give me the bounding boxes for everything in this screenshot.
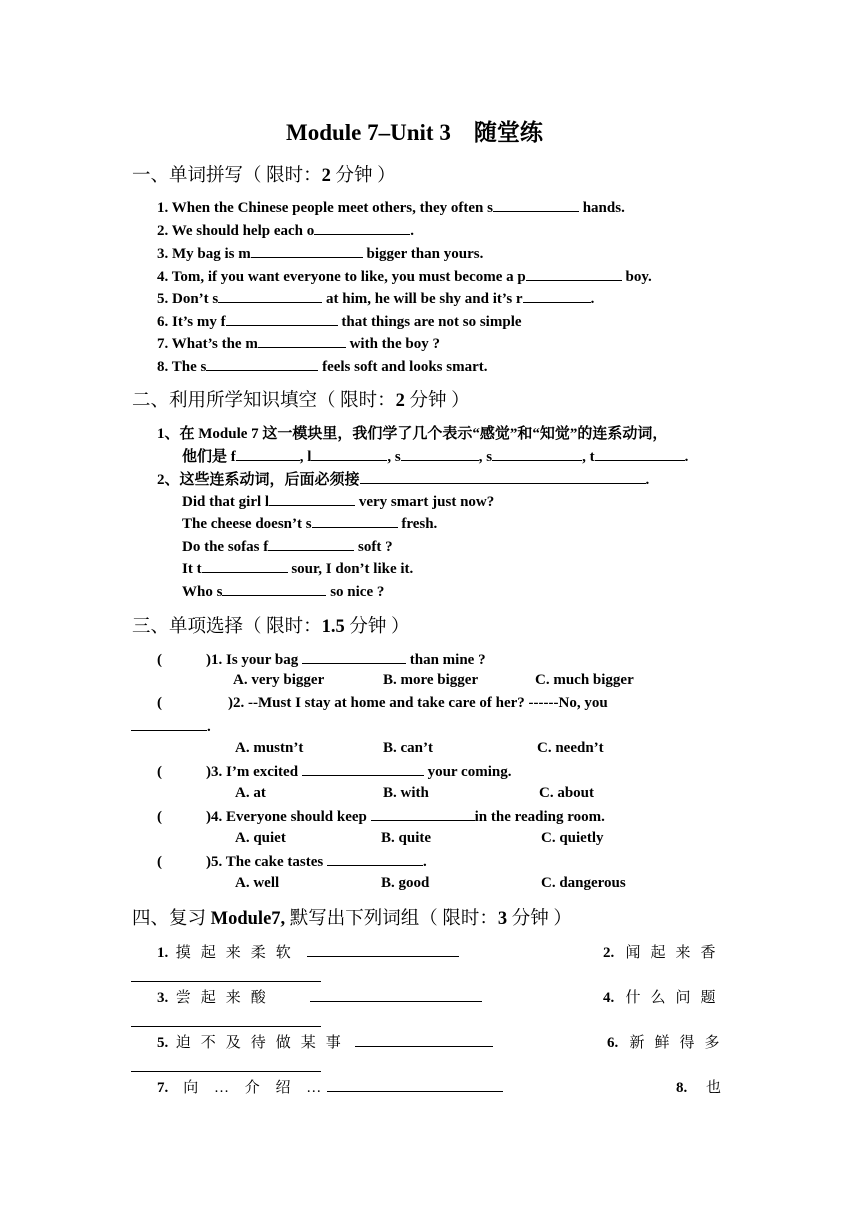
answer-blank[interactable] — [307, 943, 459, 957]
answer-blank[interactable] — [327, 852, 423, 866]
example-text: sour, I don’t like it. — [287, 561, 414, 577]
item-text: that things are not so simple — [337, 314, 522, 330]
spelling-item-6 — [157, 312, 522, 331]
answer-blank[interactable] — [236, 447, 300, 461]
item-text: 5. Don’t s — [157, 291, 219, 307]
time-limit: 1.5 — [321, 617, 345, 637]
spelling-item-3 — [157, 244, 483, 263]
answer-blank[interactable] — [401, 447, 479, 461]
answer-blank[interactable] — [206, 357, 318, 371]
answer-blank[interactable] — [258, 334, 346, 348]
answer-blank[interactable] — [310, 988, 482, 1002]
answer-blank[interactable] — [269, 492, 355, 506]
item-text: 4. Tom, if you want everyone to like, you must become a p — [157, 269, 526, 285]
answer-blank[interactable] — [222, 582, 326, 596]
item-text: bigger than yours. — [362, 246, 484, 262]
option-c[interactable]: C. much bigger — [535, 672, 634, 688]
answer-blank[interactable] — [226, 312, 338, 326]
section-heading-text: 一、单词拼写（ 限时： — [132, 166, 322, 186]
example-line-3 — [182, 537, 393, 556]
answer-blank[interactable] — [302, 762, 424, 776]
item-text: feels soft and looks smart. — [318, 359, 488, 375]
phrase-item-1 — [157, 941, 459, 962]
answer-blank[interactable] — [218, 289, 322, 303]
example-line-2 — [182, 514, 437, 533]
spelling-item-5 — [157, 289, 594, 308]
question-text: 他们是 f — [182, 449, 236, 465]
fill-question-2 — [157, 468, 649, 489]
option-b[interactable]: B. can’t — [383, 740, 433, 756]
item-text: with the boy ? — [345, 336, 441, 352]
item-text: . — [410, 223, 415, 239]
question-text: , t — [582, 449, 595, 465]
option-b[interactable]: B. with — [383, 785, 429, 801]
option-b[interactable]: B. good — [381, 875, 430, 891]
module-name: Module7, — [210, 909, 286, 929]
answer-blank[interactable] — [314, 221, 410, 235]
section-heading-3 — [132, 612, 410, 638]
phrase-text: 什么问题 — [625, 990, 726, 1006]
section-heading-text: 默写出下列词组（ 限时： — [285, 909, 498, 929]
section-heading-text: 三、单项选择（ 限时： — [132, 617, 322, 637]
section-heading-text: 二、利用所学知识填空（ 限时： — [132, 391, 396, 411]
option-b[interactable]: B. more bigger — [383, 672, 479, 688]
choice-question-2 — [157, 695, 731, 712]
answer-blank[interactable] — [311, 447, 387, 461]
answer-blank[interactable] — [327, 1078, 503, 1092]
question-text: . — [684, 449, 689, 465]
option-a[interactable]: A. very bigger — [233, 672, 325, 688]
answer-blank[interactable] — [302, 650, 406, 664]
choice-question-4 — [157, 807, 605, 826]
question-text: , s — [387, 449, 401, 465]
phrase-item-2 — [603, 941, 726, 962]
question-text: , l — [299, 449, 312, 465]
example-line-1 — [182, 492, 494, 511]
item-number: 1. — [157, 945, 169, 961]
option-c[interactable]: C. dangerous — [541, 875, 626, 891]
option-a[interactable]: A. well — [235, 875, 280, 891]
option-c[interactable]: C. needn’t — [537, 740, 604, 756]
phrase-item-5 — [157, 1031, 493, 1052]
item-text: 8. The s — [157, 359, 207, 375]
question-text: 2、这些连系动词，后面必须接 — [157, 472, 360, 488]
item-text: hands. — [578, 200, 625, 216]
time-unit: 分钟 ） — [507, 909, 572, 929]
answer-blank[interactable] — [371, 807, 475, 821]
answer-blank[interactable] — [268, 537, 354, 551]
answer-paren: ( — [157, 764, 162, 780]
spelling-item-4 — [157, 267, 652, 286]
answer-blank[interactable] — [360, 470, 646, 484]
phrase-item-6 — [607, 1031, 730, 1052]
item-number: 3. — [157, 990, 169, 1006]
item-text: boy. — [621, 269, 652, 285]
question-text: )5. The cake tastes — [206, 854, 327, 870]
choice-question-3 — [157, 762, 511, 781]
answer-blank[interactable] — [595, 447, 685, 461]
answer-blank[interactable] — [131, 1013, 321, 1027]
choice-question-5 — [157, 852, 427, 871]
time-limit: 3 — [497, 909, 508, 929]
answer-blank[interactable] — [493, 198, 579, 212]
option-a[interactable]: A. at — [235, 785, 266, 801]
option-c[interactable]: C. quietly — [541, 830, 604, 846]
fill-question-1-blanks — [182, 445, 688, 466]
phrase-item-4 — [603, 986, 726, 1007]
spelling-item-7 — [157, 334, 440, 353]
option-a[interactable]: A. mustn’t — [235, 740, 304, 756]
phrase-item-3 — [157, 986, 482, 1007]
time-unit: 分钟 ） — [404, 391, 470, 411]
question-text: . — [645, 472, 650, 488]
answer-blank[interactable] — [202, 559, 288, 573]
phrase-item-7 — [157, 1076, 503, 1097]
answer-blank[interactable] — [131, 1058, 321, 1072]
answer-blank[interactable] — [492, 447, 582, 461]
phrase-item-8 — [676, 1076, 721, 1097]
item-text: . — [590, 291, 595, 307]
question-text: your coming. — [423, 764, 512, 780]
option-b[interactable]: B. quite — [381, 830, 432, 846]
question-2-continuation — [131, 717, 211, 736]
item-text: 6. It’s my f — [157, 314, 226, 330]
answer-blank[interactable] — [251, 244, 363, 258]
question-text: , s — [478, 449, 493, 465]
phrase-text: 尝起来酸 — [175, 990, 276, 1006]
answer-paren: ( — [157, 652, 162, 668]
time-limit: 2 — [321, 166, 331, 186]
time-limit: 2 — [395, 391, 405, 411]
option-a[interactable]: A. quiet — [235, 830, 286, 846]
answer-blank[interactable] — [523, 289, 591, 303]
question-text: )2. --Must I stay at home and take care of her? ------No, you — [228, 695, 608, 711]
section-heading-4 — [132, 904, 572, 930]
phrase-item-2-continuation — [131, 968, 321, 987]
section-heading-1 — [132, 161, 396, 187]
item-text: at him, he will be shy and it’s r — [322, 291, 523, 307]
example-text: It t — [182, 561, 202, 577]
example-text: Did that girl l — [182, 494, 270, 510]
answer-paren: ( — [157, 854, 162, 870]
question-text: )1. Is your bag — [206, 652, 302, 668]
answer-blank[interactable] — [312, 514, 398, 528]
phrase-text: 迫不及待做某事 — [175, 1035, 351, 1051]
phrase-text: 向 … 介 绍 … — [183, 1080, 328, 1096]
choice-question-1 — [157, 650, 486, 669]
fill-question-1 — [157, 422, 667, 443]
item-number: 4. — [603, 990, 615, 1006]
answer-blank[interactable] — [355, 1033, 493, 1047]
question-text: in the reading room. — [474, 809, 605, 825]
section-heading-2 — [132, 386, 470, 412]
item-text: 1. When the Chinese people meet others, they often s — [157, 200, 493, 216]
item-number: 6. — [607, 1035, 619, 1051]
time-unit: 分钟 ） — [330, 166, 396, 186]
answer-blank[interactable] — [131, 717, 207, 731]
question-text: . — [207, 719, 211, 735]
example-text: Do the sofas f — [182, 539, 269, 555]
answer-paren: ( — [157, 809, 162, 825]
section-heading-text: 四、复习 — [132, 909, 211, 929]
phrase-item-4-continuation — [131, 1013, 321, 1032]
time-unit: 分钟 ） — [344, 617, 410, 637]
phrase-text: 新鲜得多 — [629, 1035, 730, 1051]
question-text: than mine ? — [406, 652, 486, 668]
option-c[interactable]: C. about — [539, 785, 595, 801]
spelling-item-8 — [157, 357, 488, 376]
item-text: 7. What’s the m — [157, 336, 258, 352]
example-text: The cheese doesn’t s — [182, 516, 312, 532]
example-text: soft ? — [354, 539, 393, 555]
phrase-text: 也 — [706, 1080, 722, 1096]
spelling-item-1 — [157, 198, 625, 217]
example-line-5 — [182, 582, 384, 601]
answer-blank[interactable] — [131, 968, 321, 982]
item-text: 2. We should help each o — [157, 223, 315, 239]
item-number: 5. — [157, 1035, 169, 1051]
phrase-item-6-continuation — [131, 1058, 321, 1077]
question-text: )4. Everyone should keep — [206, 809, 371, 825]
answer-blank[interactable] — [526, 267, 622, 281]
example-text: fresh. — [397, 516, 438, 532]
question-text: 1、在 Module 7 这一模块里，我们学了几个表示“感觉”和“知觉”的连系动词， — [157, 426, 668, 442]
phrase-text: 闻起来香 — [625, 945, 726, 961]
example-text: so nice ? — [326, 584, 385, 600]
item-number: 7. — [157, 1080, 169, 1096]
example-line-4 — [182, 559, 413, 578]
example-text: Who s — [182, 584, 223, 600]
item-text: 3. My bag is m — [157, 246, 251, 262]
question-text: . — [422, 854, 427, 870]
question-text: )3. I’m excited — [206, 764, 302, 780]
item-number: 8. — [676, 1080, 688, 1096]
item-number: 2. — [603, 945, 615, 961]
example-text: very smart just now? — [355, 494, 495, 510]
spelling-item-2 — [157, 221, 414, 240]
phrase-text: 摸起来柔软 — [175, 945, 301, 961]
answer-paren: ( — [157, 695, 162, 711]
page-title: Module 7–Unit 3 随堂练 — [286, 120, 543, 145]
